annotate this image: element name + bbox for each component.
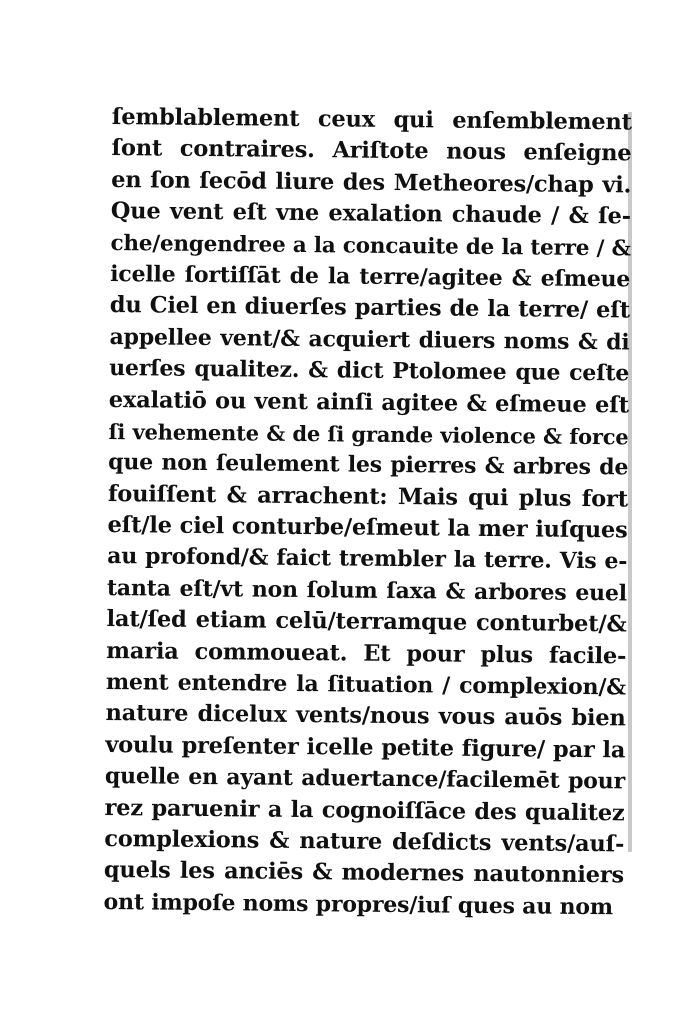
text-line: tanta eſt/vt non ſolum ſaxa & arbores euel (106, 574, 628, 607)
text-line: ſont contraires. Ariſtote nous enſeigne (111, 135, 632, 167)
text-line: exalatiō ou vent ainſi agitee & eſmeue eſt (108, 386, 629, 418)
text-line: ſi vehemente & de ſi grande violence & force (108, 418, 629, 450)
text-line: uerſes qualitez. & dict Ptolomee que ceſte (109, 355, 630, 387)
text-line: quelle en ayant aduertance/facilemēt pour (104, 763, 626, 795)
text-line: che/engendree a la concauite de la terre / & (110, 230, 631, 262)
text-line: appellee vent/& acquiert diuers noms & di (109, 323, 630, 356)
text-line: quels les anciēs & modernes nautonniers (103, 857, 625, 889)
text-line: complexions & nature deſdicts vents/auſ- (104, 825, 625, 858)
text-line: en ſon ſecōd liure des Metheores/chap vi. (111, 166, 632, 199)
text-line: voulu preſenter icelle petite figure/ par la (105, 731, 626, 764)
body-text (103, 102, 632, 924)
text-line: lat/ſed etiam celū/terramque conturbet/& (106, 606, 627, 638)
text-line: icelle ſortiſſāt de la terre/agitee & eſmeue (110, 260, 631, 293)
text-line: que non ſeulement les pierres & arbres de (108, 449, 629, 481)
text-line: du Ciel en diuerſes parties de la terre/ eſt (109, 292, 630, 324)
text-line: maria commoueat. Et pour plus facile- (106, 637, 627, 670)
text-line: ont impoſe noms propres/iuſ ques au nom (103, 888, 614, 921)
text-line: fouiſſent & arrachent: Mais qui plus fort (107, 480, 629, 513)
text-line: nature dicelux vents/nous vous auōs bien (105, 700, 626, 732)
text-line: Que vent eſt vne exalation chaude / & ſe- (110, 198, 631, 230)
text-line: ment entendre la ſituation / complexion/& (105, 669, 627, 701)
text-line: au profond/& faict trembler la terre. Vis e- (107, 543, 628, 575)
text-line: rez paruenir a la cognoiſſāce des qualitez (104, 794, 625, 826)
text-line: eſt/le ciel conturbe/eſmeut la mer iuſques (107, 512, 628, 544)
text-line: ſemblablement ceux qui enſemblement (111, 103, 632, 136)
